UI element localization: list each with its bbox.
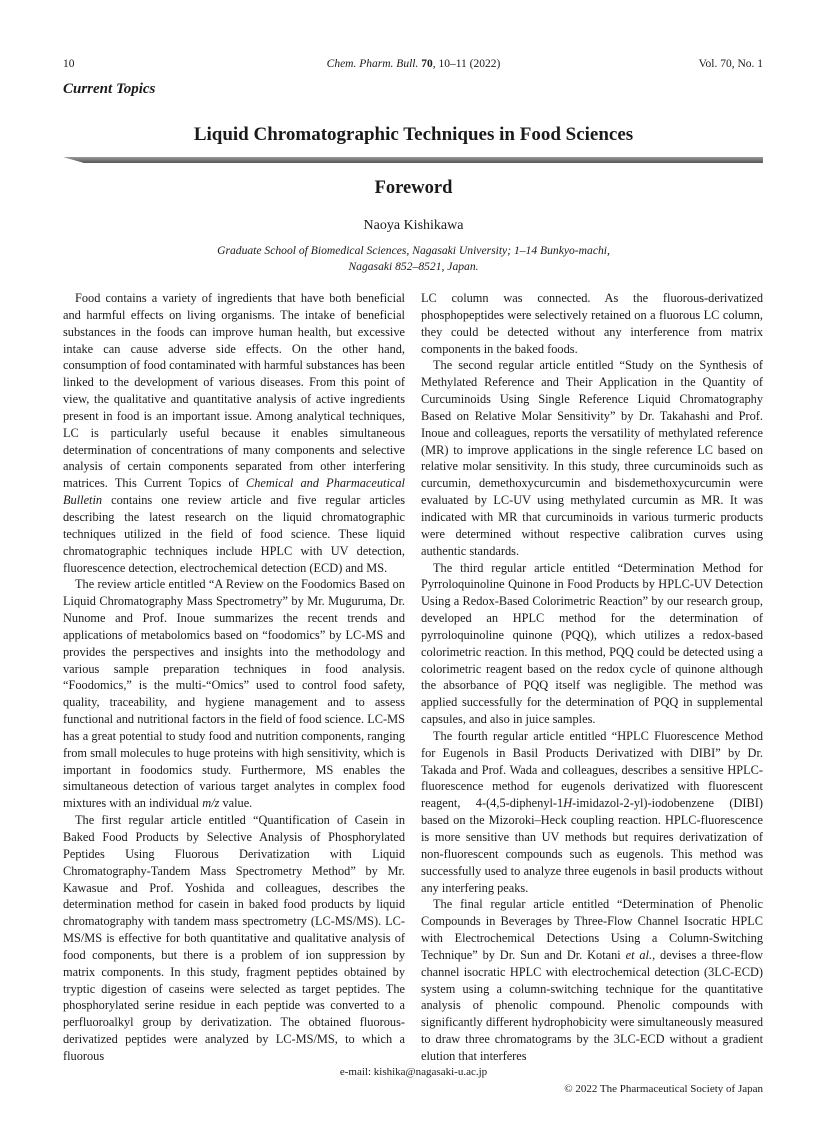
author-email: e-mail: kishika@nagasaki-u.ac.jp	[339, 1066, 488, 1078]
paragraph-fourth-article: The fourth regular article entitled “HPLC Fluorescence Method for Eugenols in Basil Products Derivatized with DIBI” by Dr. Takada and Prof. Wada and colleagues, describes a sensitive HPLC-fluorescence method for eugenols derivatized with fluorescent reagent, 4-(4,5-diphenyl-1H-imidazol-2-yl)-iodobenzene (DIBI) based on the Mizoroki–Heck coupling reaction. HPLC-fluorescence is more sensitive than UV methods but requires derivatization of non-fluorescent compounds such as eugenols. This method was successfully used to analyze three eugenols in basil products without any interfering peaks.	[421, 728, 763, 895]
paragraph-intro: Food contains a variety of ingredients that have both beneficial and harmful effects on living organisms. The intake of beneficial substances in the foods can improve human health, but excessive intake can cause adverse side effects. On the other hand, consumption of food contaminated with harmful substances has been linked to the development of various diseases. From this point of view, the qualitative and quantitative analysis of active ingredients present in food is an important issue. Among analytical techniques, LC is particularly useful because it enables simultaneous determination of concentrations of many components and selective analysis of certain components separated from other interfering matrices. This Current Topics of Chemical and Pharmaceutical Bulletin contains one review article and five regular articles describing the latest research on the liquid chromatographic techniques utilized in the field of food science. These liquid chromatographic techniques include HPLC with UV detection, fluorescence detection, electrochemical detection (ECD) and MS.	[63, 291, 405, 575]
affiliation-line-1: Graduate School of Biomedical Sciences, Nagasaki University; 1–14 Bunkyo-machi,	[217, 244, 610, 257]
body-column-right	[421, 290, 763, 1065]
paragraph-first-article-continued: LC column was connected. As the fluorous-derivatized phosphopeptides were selectively retained on a fluorous LC column, they could be detected without any interference from matrix components in the baked foods.	[421, 291, 763, 356]
body-column-left	[63, 290, 405, 1065]
page-number: 10	[63, 58, 75, 70]
paragraph-second-article: The second regular article entitled “Study on the Synthesis of Methylated Reference and Their Application in the Quantity of Curcuminoids Using Single Reference Liquid Chromatography Based on Relative Molar Sensitivity” by Dr. Takahashi and Prof. Inoue and colleagues, reports the versatility of methylated reference (MR) to improve applications in the single reference LC based on relative molar sensitivity. In this study, three curcuminoids such as curcumin, demethoxycurcumin and bisdemethoxycurcumin were evaluated by LC-UV using methylated curcumin as MR. It was indicated with MR that curcuminoids in various turmeric products were determined without respective calibration curves using authentic standards.	[421, 358, 763, 558]
journal-volume: 70	[421, 58, 433, 70]
paragraph-final-article: The final regular article entitled “Determination of Phenolic Compounds in Beverages by Three-Flow Channel Isocratic HPLC with Electrochemical Detections Using a Column-Switching Technique” by Dr. Sun and Dr. Kotani et al., devises a three-flow channel isocratic HPLC with electrochemical detection (3LC-ECD) system using a column-switching technique for the quantitative analysis of phenolic compound. Phenolic compounds with significantly different hydrophobicity were simultaneously measured to draw three chromatograms by the 3LC-ECD without a gradient elution that interferes	[421, 897, 763, 1063]
affiliation-line-2: Nagasaki 852–8521, Japan.	[348, 260, 479, 273]
issue-label: Vol. 70, No. 1	[698, 58, 763, 70]
copyright-notice: © 2022 The Pharmaceutical Society of Japan	[564, 1083, 763, 1095]
paragraph-review-article: The review article entitled “A Review on the Foodomics Based on Liquid Chromatography Mass Spectrometry” by Mr. Muguruma, Dr. Nunome and Prof. Inoue summarizes the recent trends and applications of metabolomics based on “foodomics” by LC-MS and provides the perspectives and insights into the methodology and various sample preparation techniques in food analysis. “Foodomics,” is the multi-“Omics” used to control food safety, quality, traceability, and hygiene management and to assess functional and nutritional factors in the field of food science. LC-MS has a great potential to study food and nutrition components, ranging from small molecules to huge proteins with high sensitivity, which is important in foodomics study. Furthermore, MS enables the simultaneous detection of various target analytes in complex food mixtures with an individual m/z value.	[63, 577, 405, 811]
author-name: Naoya Kishikawa	[363, 218, 464, 233]
journal-pages-year: , 10–11 (2022)	[432, 58, 501, 70]
section-label: Current Topics	[63, 81, 156, 97]
paragraph-first-article: The first regular article entitled “Quantification of Casein in Baked Food Products by Selective Analysis of Phosphorylated Peptides Using Fluorous Derivatization with Liquid Chromatography-Tandem Mass Spectrometry Method” by Mr. Kawasue and Prof. Yoshida and colleagues, describes the determination method for casein in baked food products by liquid chromatography with tandem mass spectrometry (LC-MS/MS). LC-MS/MS is effective for both quantitative and qualitative analysis of food components, but there is a problem of ion suppression by matrix components. In this study, fragment peptides obtained by tryptic digestion of caseins were selected as target peptides. The phosphorylated serine residue in each peptide was converted to a perfluoroalkyl group by derivatization. The obtained fluorous-derivatized peptides were analyzed by LC-MS/MS, to which a fluorous	[63, 813, 405, 1063]
article-title: Liquid Chromatographic Techniques in Food Sciences	[193, 124, 634, 145]
title-rule	[63, 157, 763, 163]
journal-name: Chem. Pharm. Bull.	[326, 58, 419, 70]
paragraph-third-article: The third regular article entitled “Determination Method for Pyrroloquinoline Quinone in Food Products by HPLC-UV Detection Using a Redox-Based Colorimetric Reaction” by our research group, developed an HPLC method for the determination of pyrroloquinoline quinone (PQQ), which utilizes a redox-based colorimetric reaction. In this method, PQQ could be detected using a colorimetric reagent based on the redox cycle of quinone although the absorbance of PQQ itself was negligible. The method was applied successfully for the determination of PQQ in supplemental capsules, and also in juice samples.	[421, 560, 763, 727]
affiliation	[0, 243, 827, 275]
subtitle: Foreword	[374, 178, 453, 198]
